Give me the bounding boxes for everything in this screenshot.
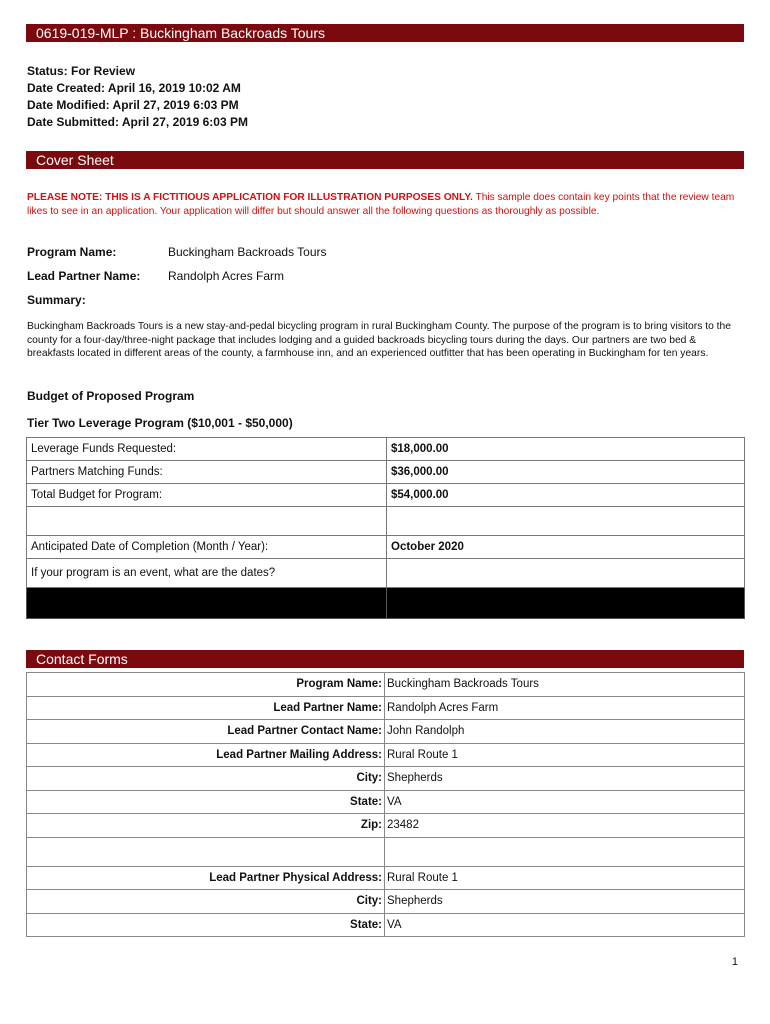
cover-sheet-bar: [26, 151, 744, 169]
contact-label: State:: [27, 790, 385, 814]
table-row: [27, 484, 745, 507]
contact-label: Lead Partner Name:: [27, 696, 385, 720]
contact-label: Lead Partner Mailing Address:: [27, 743, 385, 767]
contact-value: John Randolph: [385, 720, 745, 744]
contact-value: Shepherds: [385, 767, 745, 791]
note-bold: PLEASE NOTE: THIS IS A FICTITIOUS APPLICATION FOR ILLUSTRATION PURPOSES ONLY.: [27, 192, 473, 203]
table-row: [27, 507, 745, 536]
blank-cell: [385, 837, 745, 866]
table-row: [27, 790, 745, 814]
document-title-bar: [26, 24, 744, 42]
contact-value: VA: [385, 913, 745, 937]
table-row: [27, 673, 745, 697]
tier-heading: Tier Two Leverage Program ($10,001 - $50,000): [27, 416, 293, 430]
page-number: 1: [731, 956, 738, 968]
budget-table: [26, 437, 745, 619]
table-row: [27, 720, 745, 744]
table-row: [27, 913, 745, 937]
fictitious-note: [27, 191, 743, 218]
table-row: [27, 814, 745, 838]
contact-value: Shepherds: [385, 890, 745, 914]
table-row: [27, 559, 745, 588]
date-created: Date Created: April 16, 2019 10:02 AM: [27, 81, 241, 95]
completion-value: October 2020: [387, 536, 745, 559]
event-label: If your program is an event, what are the dates?: [27, 559, 387, 588]
leverage-label: Leverage Funds Requested:: [27, 438, 387, 461]
contact-table: [26, 672, 745, 937]
contact-value: Rural Route 1: [385, 743, 745, 767]
contact-value: Buckingham Backroads Tours: [385, 673, 745, 697]
table-row: [27, 890, 745, 914]
leverage-value: $18,000.00: [387, 438, 745, 461]
program-name-label: Program Name:: [27, 245, 117, 259]
status-block: [27, 63, 248, 131]
lead-partner-value: Randolph Acres Farm: [168, 269, 285, 283]
table-row: [27, 438, 745, 461]
summary-label: Summary:: [27, 293, 86, 307]
contact-label: Zip:: [27, 814, 385, 838]
blank-cell: [27, 588, 387, 619]
blank-cell: [387, 588, 745, 619]
contact-value: 23482: [385, 814, 745, 838]
table-row: [27, 536, 745, 559]
table-row: [27, 743, 745, 767]
contact-value: Rural Route 1: [385, 866, 745, 890]
date-submitted: Date Submitted: April 27, 2019 6:03 PM: [27, 115, 248, 129]
table-row: [27, 866, 745, 890]
table-row: [27, 767, 745, 791]
document-title: 0619-019-MLP : Buckingham Backroads Tours: [36, 25, 325, 41]
lead-partner-label: Lead Partner Name:: [27, 269, 141, 283]
contact-label: City:: [27, 890, 385, 914]
blank-cell: [387, 507, 745, 536]
matching-value: $36,000.00: [387, 461, 745, 484]
contact-value: VA: [385, 790, 745, 814]
contact-value: Randolph Acres Farm: [385, 696, 745, 720]
contact-label: State:: [27, 913, 385, 937]
summary-text: Buckingham Backroads Tours is a new stay-and-pedal bicycling program in rural Buckingham County. The purpose of the program is to bring visitors to the county for a four-day/three-night package that includes lodging and a guided backroads bicycling tours during the days. Our partners are two bed & breakfasts located in different areas of the county, a farmhouse inn, and an experienced outfitter that has been operating in Buckingham for ten years.: [27, 321, 731, 360]
contact-label: Lead Partner Contact Name:: [27, 720, 385, 744]
contact-forms-title: Contact Forms: [36, 651, 128, 667]
contact-forms-bar: [26, 650, 744, 668]
blank-cell: [27, 837, 385, 866]
status-text: Status: For Review: [27, 64, 136, 78]
contact-label: Lead Partner Physical Address:: [27, 866, 385, 890]
matching-label: Partners Matching Funds:: [27, 461, 387, 484]
date-modified: Date Modified: April 27, 2019 6:03 PM: [27, 98, 239, 112]
note-text: This sample does contain key points that the review team likes to see in an application. Your application will differ but should answer all the following questions as thoroughly as possible.: [27, 192, 735, 217]
cover-sheet-title: Cover Sheet: [36, 152, 114, 168]
total-value: $54,000.00: [387, 484, 745, 507]
table-row: [27, 588, 745, 619]
total-label: Total Budget for Program:: [27, 484, 387, 507]
blank-cell: [27, 507, 387, 536]
contact-label: City:: [27, 767, 385, 791]
table-row: [27, 696, 745, 720]
completion-label: Anticipated Date of Completion (Month / Year):: [27, 536, 387, 559]
contact-label: Program Name:: [27, 673, 385, 697]
table-row: [27, 461, 745, 484]
event-value: [387, 559, 745, 588]
program-name-value: Buckingham Backroads Tours: [168, 245, 327, 259]
table-row: [27, 837, 745, 866]
budget-heading: Budget of Proposed Program: [27, 389, 195, 403]
